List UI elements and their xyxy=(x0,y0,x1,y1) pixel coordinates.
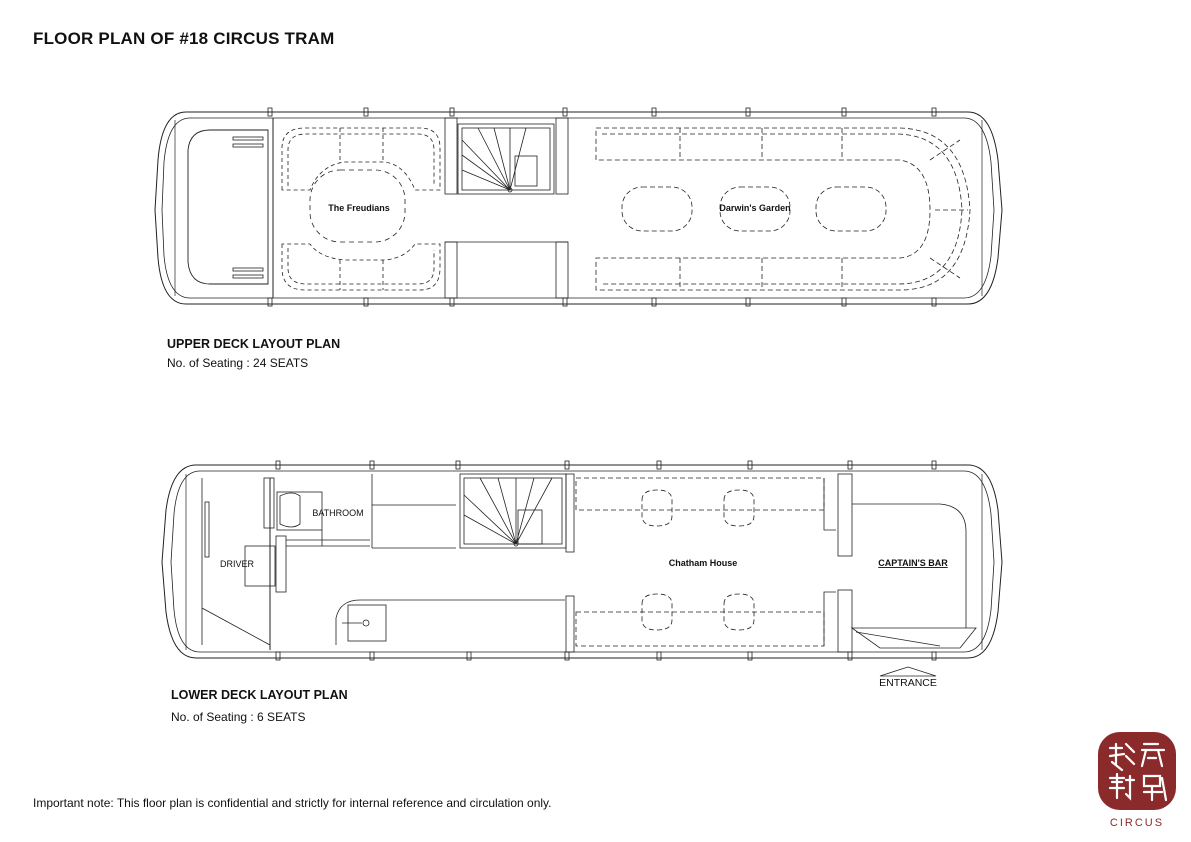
lower-staircase xyxy=(460,474,566,548)
upper-front-end xyxy=(188,130,268,284)
upper-staircase xyxy=(458,124,554,194)
upper-hull xyxy=(155,112,1002,304)
upper-deck-title: UPPER DECK LAYOUT PLAN xyxy=(167,337,341,351)
upper-deck-seating: No. of Seating : 24 SEATS xyxy=(167,356,309,370)
room-label-driver: DRIVER xyxy=(219,559,255,569)
upper-deck-plan xyxy=(155,108,1002,306)
logo-text: CIRCUS xyxy=(1109,817,1165,829)
room-label-darwins-garden: Darwin's Garden xyxy=(719,203,791,213)
upper-hull-inner xyxy=(162,118,994,298)
room-label-bathroom: BATHROOM xyxy=(312,508,364,518)
lower-window-posts xyxy=(276,461,936,660)
entrance-label: ENTRANCE xyxy=(879,677,937,689)
lower-hull xyxy=(162,465,1002,658)
lower-deck-plan xyxy=(162,461,1002,689)
confidential-note: Important note: This floor plan is confidential and strictly for internal reference and circulation only. xyxy=(33,796,552,810)
page-title: FLOOR PLAN OF #18 CIRCUS TRAM xyxy=(33,29,335,48)
lower-deck-seating: No. of Seating : 6 SEATS xyxy=(171,710,306,724)
room-label-freudians: The Freudians xyxy=(328,203,390,213)
room-label-chatham-house: Chatham House xyxy=(668,558,738,568)
lower-deck-title: LOWER DECK LAYOUT PLAN xyxy=(171,688,348,702)
lower-hull-inner xyxy=(171,471,994,652)
circus-logo xyxy=(1096,730,1178,830)
entrance-arrow xyxy=(880,667,936,676)
room-label-captains-bar: CAPTAIN'S BAR xyxy=(878,558,948,568)
bathroom-fixtures xyxy=(264,478,370,592)
